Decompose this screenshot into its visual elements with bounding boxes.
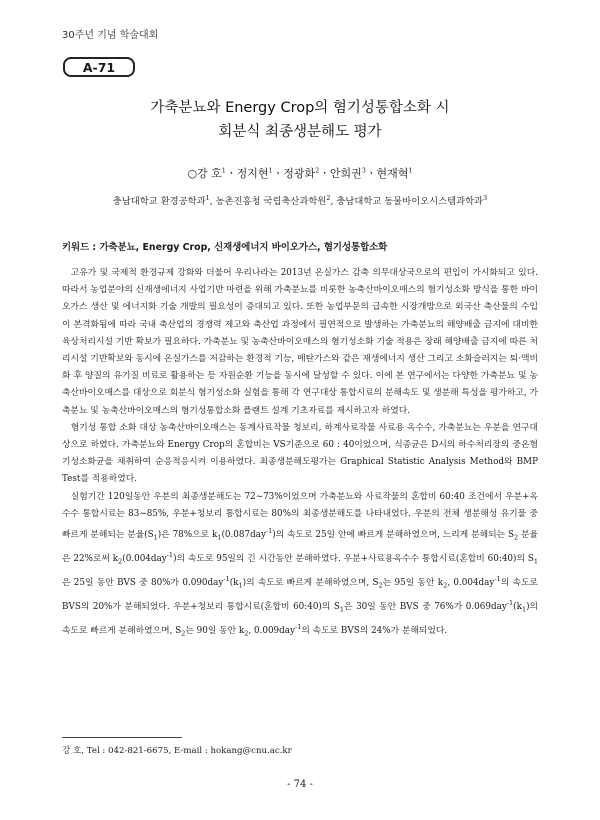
affiliation: 충남대학교 환경공학과	[112, 196, 206, 207]
author-affil-mark: 1	[408, 166, 413, 175]
keywords	[62, 239, 387, 253]
abstract-body	[62, 265, 538, 642]
text-run: , 0.004day	[447, 577, 495, 588]
text-run: 는 95일 동안 k	[382, 577, 444, 588]
text-run: )은 78%으로 k	[157, 529, 218, 540]
subscript: 1	[339, 605, 345, 614]
text-run: (k	[229, 577, 239, 588]
subscript: 1	[238, 581, 243, 590]
affiliation-mark: 1	[205, 193, 210, 202]
paragraph-intro: 고유가 및 국제적 환경규제 강화와 더불어 우리나라는 2013년 온실가스 감축 의무대상국으로의 편입이 가시화되고 있다. 따라서 농업분야의 신재생에너지 사업기반 마련을 위해 가축분뇨를 비롯한 농축산바이오매스의 혐기성소화 방식을 통한 바이오가스 생산 및 에너지화 기술 개발의 필요성이 증대되고 있다. 또한 농업부문의 급속한 시장개방으로 외국산 축산물의 수입이 본격화됨에 따라 국내 축산업의 경쟁력 제고와 축산업 과정에서 필연적으로 발생하는 가축분뇨의 해양배출 금지에 대비한 육상처리시설 기반 확보가 필요하다. 가축분뇨 및 농축산바이오매스의 혐기성소화 기술 적용은 장래 해양배출 금지에 따른 처리시설 기반확보와 동시에 온실가스를 저감하는 환경적 기능, 메탄가스와 같은 재생에너지 생산 그리고 소화슬러지는 퇴·액비화 후 양질의 유기질 비료로 활용하는 등 자원순환 기능을 동시에 달성할 수 있다. 이에 본 연구에서는 다양한 가축분뇨 및 농축산바이오매스를 대상으로 회분식 혐기성소화 실험을 통해 각 연구대상 통합시료의 분해속도 및 생분해 특성을 평가하고, 가축분뇨 및 농축산바이오매스의 혐기성통합소화 플랜트 설계 기초자료를 제시하고자 하였다.	[62, 268, 538, 416]
subscript: 2	[244, 629, 249, 638]
footnote-divider	[62, 737, 182, 738]
text-run: (0.004day	[122, 553, 167, 564]
footnote: 강 호, Tel : 042-821-6675, E-mail : hokang@cnu.ac.kr	[62, 746, 292, 756]
keywords-text: 가축분뇨, Energy Crop, 신재생에너지 바이오가스, 혐기성통합소화	[99, 242, 388, 253]
text-run: 은 25일 동안 BVS 중 80%가 0.090day	[62, 577, 224, 588]
abstract-id-badge: A-71	[63, 57, 135, 77]
page-number: - 74 -	[287, 779, 313, 790]
superscript: -1	[494, 574, 501, 583]
subscript: 2	[514, 533, 519, 542]
author-name: ㆍ안희권	[319, 167, 362, 180]
author-name: ㆍ정지현	[225, 167, 269, 180]
subscript: 1	[217, 533, 222, 542]
subscript: 2	[443, 581, 448, 590]
subscript: 2	[378, 581, 383, 590]
author-name: ㆍ현재혁	[365, 167, 409, 180]
author-list	[60, 165, 540, 181]
superscript: -1	[265, 527, 273, 536]
text-run: )의 속도로 빠르게 분해하였으며, S	[62, 601, 539, 636]
text-run: 의 속도로 BVS의 24%가 분해되었다.	[301, 625, 448, 636]
text-run: 은 30일 동안 BVS 중 76%가 0.069day	[344, 601, 507, 612]
text-run: )의 속도로 빠르게 분해하였으며, S	[242, 577, 379, 588]
text-run: 의 속도로 BVS의 20%가 분해되었다. 우분+청보리 통합시료(혼합비 60:40)의 S	[62, 577, 539, 612]
paragraph-results	[62, 489, 538, 643]
text-run: , 0.009day	[248, 625, 295, 636]
subscript: 1	[521, 605, 527, 614]
subscript: 2	[118, 557, 123, 566]
title-line-2: 회분식 최종생분해도 평가	[218, 124, 382, 140]
text-run: )의 속도로 95일의 긴 시간동안 분해하였다. 우분+사료용옥수수 통합시료(혼합비 60:40)의 S	[173, 553, 534, 564]
author-name: ㆍ정광화	[272, 167, 316, 180]
subscript: 1	[153, 533, 158, 542]
keywords-label: 키워드 :	[62, 242, 100, 253]
text-run: 분율은 22%로써 k	[62, 529, 538, 564]
author-affil-mark: 1	[268, 166, 273, 175]
title-line-1: 가축분뇨와 Energy Crop의 혐기성통합소화 시	[150, 100, 450, 116]
text-run: )의 속도로 25일 안에 빠르게 분해하였으며, 느리게 분해되는 S	[272, 529, 514, 540]
author-name: ○강 호	[187, 167, 222, 180]
affiliation-list	[40, 193, 560, 207]
superscript: -1	[223, 574, 230, 583]
subscript: 2	[181, 629, 186, 638]
superscript: -1	[506, 598, 514, 607]
paragraph-methods: 혐기성 통합 소화 대상 농축산바이오매스는 동계사료작물 청보리, 하계사료작물 사료용 옥수수, 가축분뇨는 우분을 연구대상으로 하였다. 가축분뇨와 Energy Crop의 혼합비는 VS기준으로 60 : 40이었으며, 식종균은 D시의 하수처리장의 중온혐기성소화균을 채취하여 순응적응시켜 이용하였다. 최종생분해도평가는 Graphical Statistic Analysis Method와 BMP Test를 적용하였다.	[62, 422, 538, 485]
author-affil-mark: 3	[361, 166, 366, 175]
running-header: 30주년 기념 학술대회	[62, 30, 159, 41]
affiliation-mark: 3	[483, 193, 488, 202]
text-run: 실험기간 120일동안 우분의 최종생분해도는 72~73%이었으며 가축분뇨와 사료작물의 혼합비 60:40 조건에서 우분+옥수수 통합시료는 83~85%, 우분+청보리 통합시료는 80%의 최종생분해도를 나타내었다. 우분의 전체 생분해성 유기물 중 빠르게 분해되는 분율(S	[62, 491, 538, 540]
author-affil-mark: 1	[221, 166, 226, 175]
superscript: -1	[295, 622, 302, 631]
text-run: (k	[513, 601, 522, 612]
text-run: 는 90일 동안 k	[185, 625, 245, 636]
affiliation-mark: 2	[326, 193, 331, 202]
text-run: (0.087day	[221, 529, 266, 540]
author-affil-mark: 2	[315, 166, 320, 175]
subscript: 1	[533, 557, 538, 566]
affiliation: , 농촌진흥청 국립축산과학원	[209, 196, 327, 207]
affiliation: , 충남대학교 동물바이오시스템과학과	[330, 196, 484, 207]
superscript: -1	[166, 550, 174, 559]
